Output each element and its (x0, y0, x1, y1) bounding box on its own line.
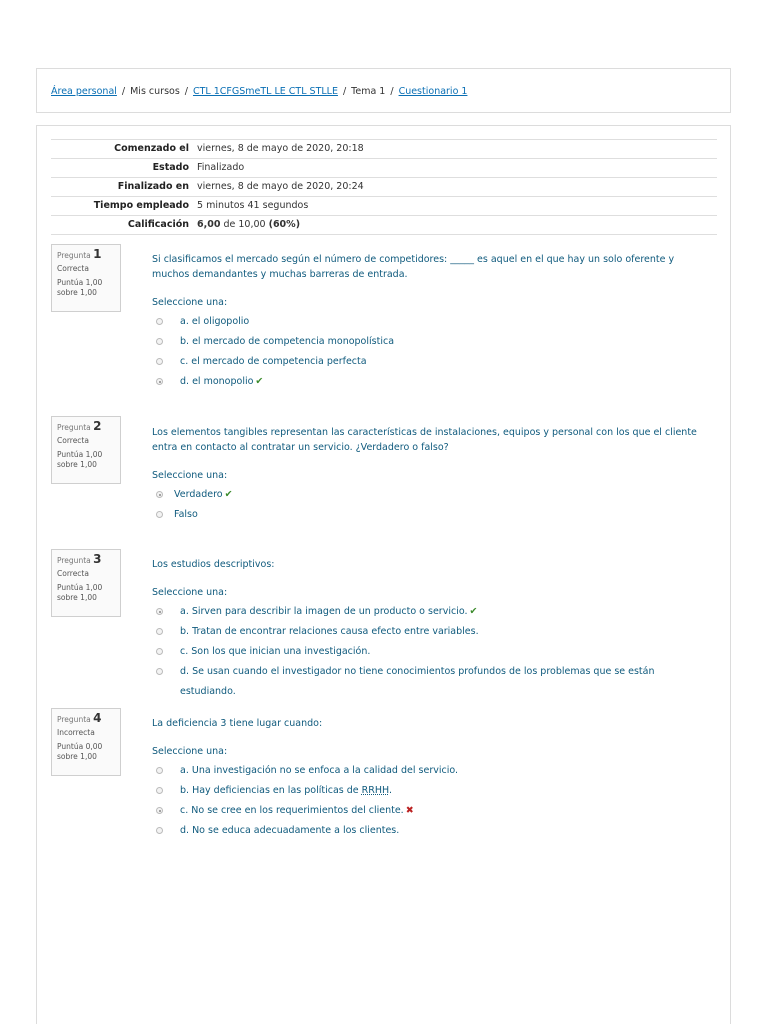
breadcrumb-separator: / (121, 86, 126, 97)
summary-value (193, 216, 717, 235)
answer-option[interactable]: d. el monopolio ✔ (152, 372, 712, 392)
radio-button[interactable] (156, 668, 163, 675)
question-text: La deficiencia 3 tiene lugar cuando: (152, 718, 323, 729)
answer-option[interactable]: c. el mercado de competencia perfecta (152, 352, 712, 372)
answer-option[interactable]: b. Tratan de encontrar relaciones causa efecto entre variables. (152, 622, 712, 642)
answer-option[interactable]: a. Sirven para describir la imagen de un producto o servicio. ✔ (152, 602, 712, 622)
check-icon: ✔ (469, 606, 478, 617)
answer-option[interactable]: b. el mercado de competencia monopolística (152, 332, 712, 352)
question-text: Los estudios descriptivos: (152, 559, 275, 570)
radio-button[interactable] (156, 827, 163, 834)
breadcrumb-link-personal[interactable]: Área personal (51, 86, 117, 97)
summary-label: Estado (152, 162, 189, 173)
radio-button[interactable] (156, 628, 163, 635)
answer-options (152, 761, 712, 841)
radio-button[interactable] (156, 318, 163, 325)
abbreviation-rrhh: RRHH (361, 785, 389, 796)
question-number: Pregunta 1 (57, 247, 102, 261)
radio-button-selected[interactable] (156, 608, 163, 615)
question-state: Correcta (57, 569, 89, 578)
summary-value: Finalizado (197, 162, 245, 173)
radio-button-selected[interactable] (156, 378, 163, 385)
summary-value: viernes, 8 de mayo de 2020, 20:18 (197, 143, 364, 154)
answer-option[interactable]: a. el oligopolio (152, 312, 712, 332)
cross-icon: ✖ (405, 805, 414, 816)
summary-row-started (51, 140, 717, 159)
question-state: Correcta (57, 436, 89, 445)
breadcrumb-separator: / (390, 86, 394, 97)
answer-prompt: Seleccione una: (152, 587, 228, 598)
breadcrumb-item-my-courses: Mis cursos (130, 86, 180, 97)
grade-score: 6,00 (197, 219, 221, 230)
quiz-review-region (36, 125, 731, 1024)
summary-value: 5 minutos 41 segundos (197, 200, 309, 211)
radio-button-selected[interactable] (156, 491, 163, 498)
answer-option[interactable]: Verdadero ✔ (152, 485, 712, 505)
question-text: Los elementos tangibles representan las características de instalaciones, equipos y personal con los que el cliente entra en contacto al contratar un servicio. ¿Verdadero o falso? (152, 427, 697, 453)
summary-row-time-taken (51, 197, 717, 216)
question-marks: Puntúa 1,00 sobre 1,00 (57, 278, 103, 297)
answer-option[interactable]: c. No se cree en los requerimientos del cliente. ✖ (152, 801, 712, 821)
answer-prompt: Seleccione una: (152, 470, 228, 481)
breadcrumb-link-course[interactable]: CTL 1CFGSmeTL LE CTL STLLE (192, 86, 338, 97)
answer-options (152, 485, 712, 525)
radio-button[interactable] (156, 648, 163, 655)
question-number: Pregunta 2 (57, 419, 102, 433)
answer-prompt: Seleccione una: (152, 746, 228, 757)
question-state: Incorrecta (57, 728, 95, 737)
answer-option[interactable]: a. Una investigación no se enfoca a la calidad del servicio. (152, 761, 712, 781)
question-content (152, 716, 712, 841)
radio-button[interactable] (156, 358, 163, 365)
check-icon: ✔ (255, 376, 264, 387)
answer-option[interactable]: Falso (152, 505, 712, 525)
question-text: Si clasificamos el mercado según el número de competidores: _____ es aquel en el que hay un solo oferente y muchos demandantes y muchas barreras de entrada. (152, 254, 675, 280)
question-info-box (51, 708, 121, 776)
question-number: Pregunta 3 (57, 552, 102, 566)
question-content (152, 557, 712, 697)
question-marks: Puntúa 0,00 sobre 1,00 (57, 742, 103, 761)
answer-option[interactable]: d. No se educa adecuadamente a los clientes. (152, 821, 712, 841)
summary-label: Comenzado el (114, 143, 189, 154)
answer-option[interactable]: b. Hay deficiencias en las políticas de RRHH. (152, 781, 712, 801)
grade-percent: (60%) (268, 219, 301, 230)
radio-button[interactable] (156, 511, 163, 518)
answer-options (152, 312, 712, 392)
radio-button[interactable] (156, 767, 163, 774)
summary-row-grade (51, 216, 717, 235)
question-info-box (51, 416, 121, 484)
question-marks: Puntúa 1,00 sobre 1,00 (57, 583, 103, 602)
radio-button[interactable] (156, 338, 163, 345)
check-icon: ✔ (224, 489, 233, 500)
question-content (152, 252, 712, 392)
question-marks: Puntúa 1,00 sobre 1,00 (57, 450, 103, 469)
summary-label: Calificación (127, 219, 189, 230)
summary-row-finished (51, 178, 717, 197)
summary-label: Finalizado en (117, 181, 189, 192)
summary-row-state (51, 159, 717, 178)
question-info-box (51, 244, 121, 312)
summary-label: Tiempo empleado (93, 200, 189, 211)
attempt-summary-table (51, 139, 717, 235)
radio-button-selected[interactable] (156, 807, 163, 814)
question-state: Correcta (57, 264, 89, 273)
question-info-box (51, 549, 121, 617)
answer-option[interactable]: d. Se usan cuando el investigador no tiene conocimientos profundos de los problemas que se están estudiando. (152, 662, 712, 682)
grade-max: de 10,00 (223, 219, 266, 230)
breadcrumb (36, 68, 731, 113)
breadcrumb-separator: / (342, 86, 347, 97)
answer-prompt: Seleccione una: (152, 297, 228, 308)
answer-option[interactable]: c. Son los que inician una investigación. (152, 642, 712, 662)
breadcrumb-separator: / (184, 86, 188, 97)
answer-options (152, 602, 712, 697)
question-number: Pregunta 4 (57, 711, 102, 725)
breadcrumb-link-quiz[interactable]: Cuestionario 1 (398, 86, 468, 97)
summary-value: viernes, 8 de mayo de 2020, 20:24 (197, 181, 364, 192)
radio-button[interactable] (156, 787, 163, 794)
question-content (152, 425, 712, 525)
breadcrumb-item-topic: Tema 1 (351, 86, 386, 97)
